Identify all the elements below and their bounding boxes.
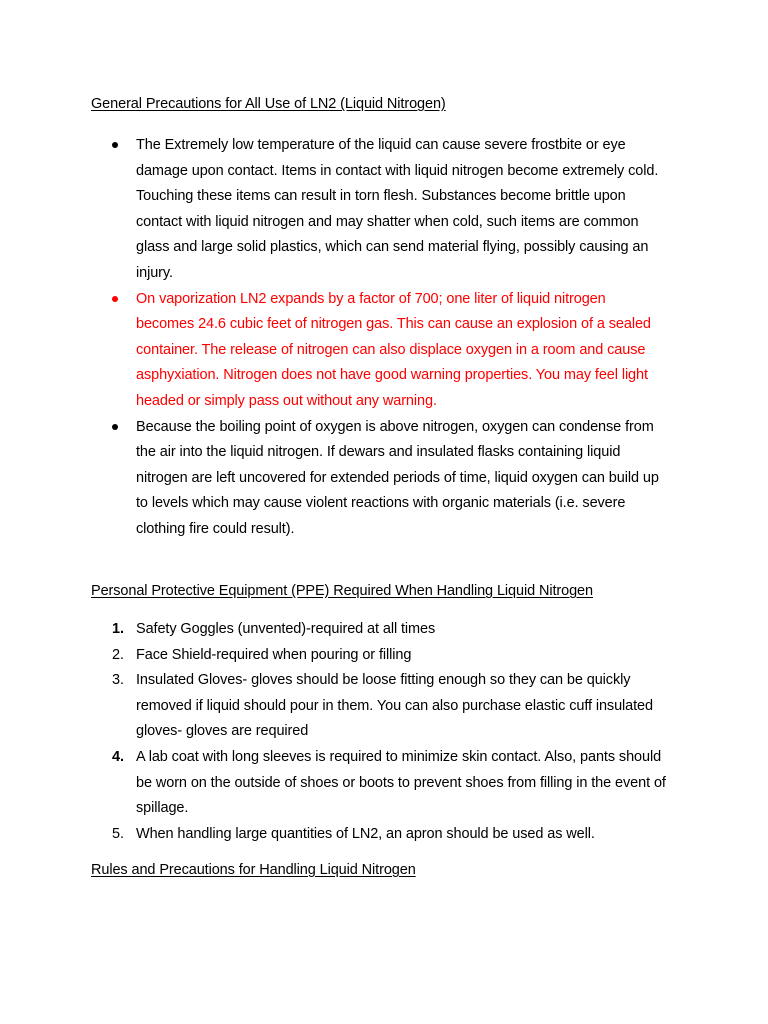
- list-item-text: Safety Goggles (unvented)-required at all times: [136, 621, 436, 637]
- list-number: 1.: [112, 621, 124, 637]
- bullet-item-oxygen-condensation: [0, 415, 666, 543]
- list-item-insulated-gloves: [0, 668, 666, 745]
- list-item-text: Insulated Gloves- gloves should be loose fitting enough so they can be quickly removed if liquid should pour in them. You can also purchase elastic cuff insulated gloves- gloves are required: [136, 672, 653, 740]
- list-item-text: A lab coat with long sleeves is required to minimize skin contact. Also, pants should be worn on the outside of shoes or boots to prevent shoes from filling in the event of spillage.: [136, 748, 666, 817]
- list-item-text: When handling large quantities of LN2, an apron should be used as well.: [136, 825, 595, 842]
- bullet-item-vaporization-warning: [0, 287, 666, 415]
- list-item-safety-goggles: [0, 617, 666, 643]
- bullet-icon: [112, 142, 118, 148]
- ppe-numbered-list: [0, 617, 768, 847]
- bullet-text: On vaporization LN2 expands by a factor of 700; one liter of liquid nitrogen becomes 24.6 cubic feet of nitrogen gas. This can cause an explosion of a sealed container. The release of nitrogen can also displace oxygen in a room and cause asphyxiation. Nitrogen does not have good warning properties. You may feel light headed or simply pass out without any warning.: [136, 290, 651, 409]
- bullet-text: The Extremely low temperature of the liquid can cause severe frostbite or eye damage upon contact. Items in contact with liquid nitrogen become extremely cold. Touching these items can result in torn flesh. Substances become brittle upon contact with liquid nitrogen and may shatter when cold, such items are common glass and large solid plastics, which can send material flying, possibly causing an injury.: [136, 137, 659, 281]
- bullet-text: Because the boiling point of oxygen is above nitrogen, oxygen can condense from the air into the liquid nitrogen. If dewars and insulated flasks containing liquid nitrogen are left uncovered for extended periods of time, liquid oxygen can build up to levels which may cause violent reactions with organic materials (i.e. severe clothing fire could result).: [136, 418, 659, 537]
- bullet-item-low-temperature: [0, 133, 666, 287]
- bullet-icon: [112, 424, 118, 430]
- bullet-icon: [112, 296, 118, 302]
- list-number: 3.: [112, 672, 124, 689]
- section-heading-ppe: Personal Protective Equipment (PPE) Required When Handling Liquid Nitrogen: [91, 583, 593, 599]
- list-item-apron: [0, 822, 666, 848]
- list-item-face-shield: [0, 643, 666, 669]
- precautions-bullet-list: [0, 133, 768, 543]
- list-item-text: Face Shield-required when pouring or filling: [136, 646, 412, 663]
- list-item-lab-coat: [0, 745, 666, 822]
- list-number: 4.: [112, 748, 124, 765]
- list-number: 2.: [112, 646, 124, 663]
- section-heading-general-precautions: General Precautions for All Use of LN2 (Liquid Nitrogen): [91, 96, 446, 112]
- section-heading-rules-and-precautions: Rules and Precautions for Handling Liquid Nitrogen: [91, 862, 416, 878]
- list-number: 5.: [112, 825, 124, 842]
